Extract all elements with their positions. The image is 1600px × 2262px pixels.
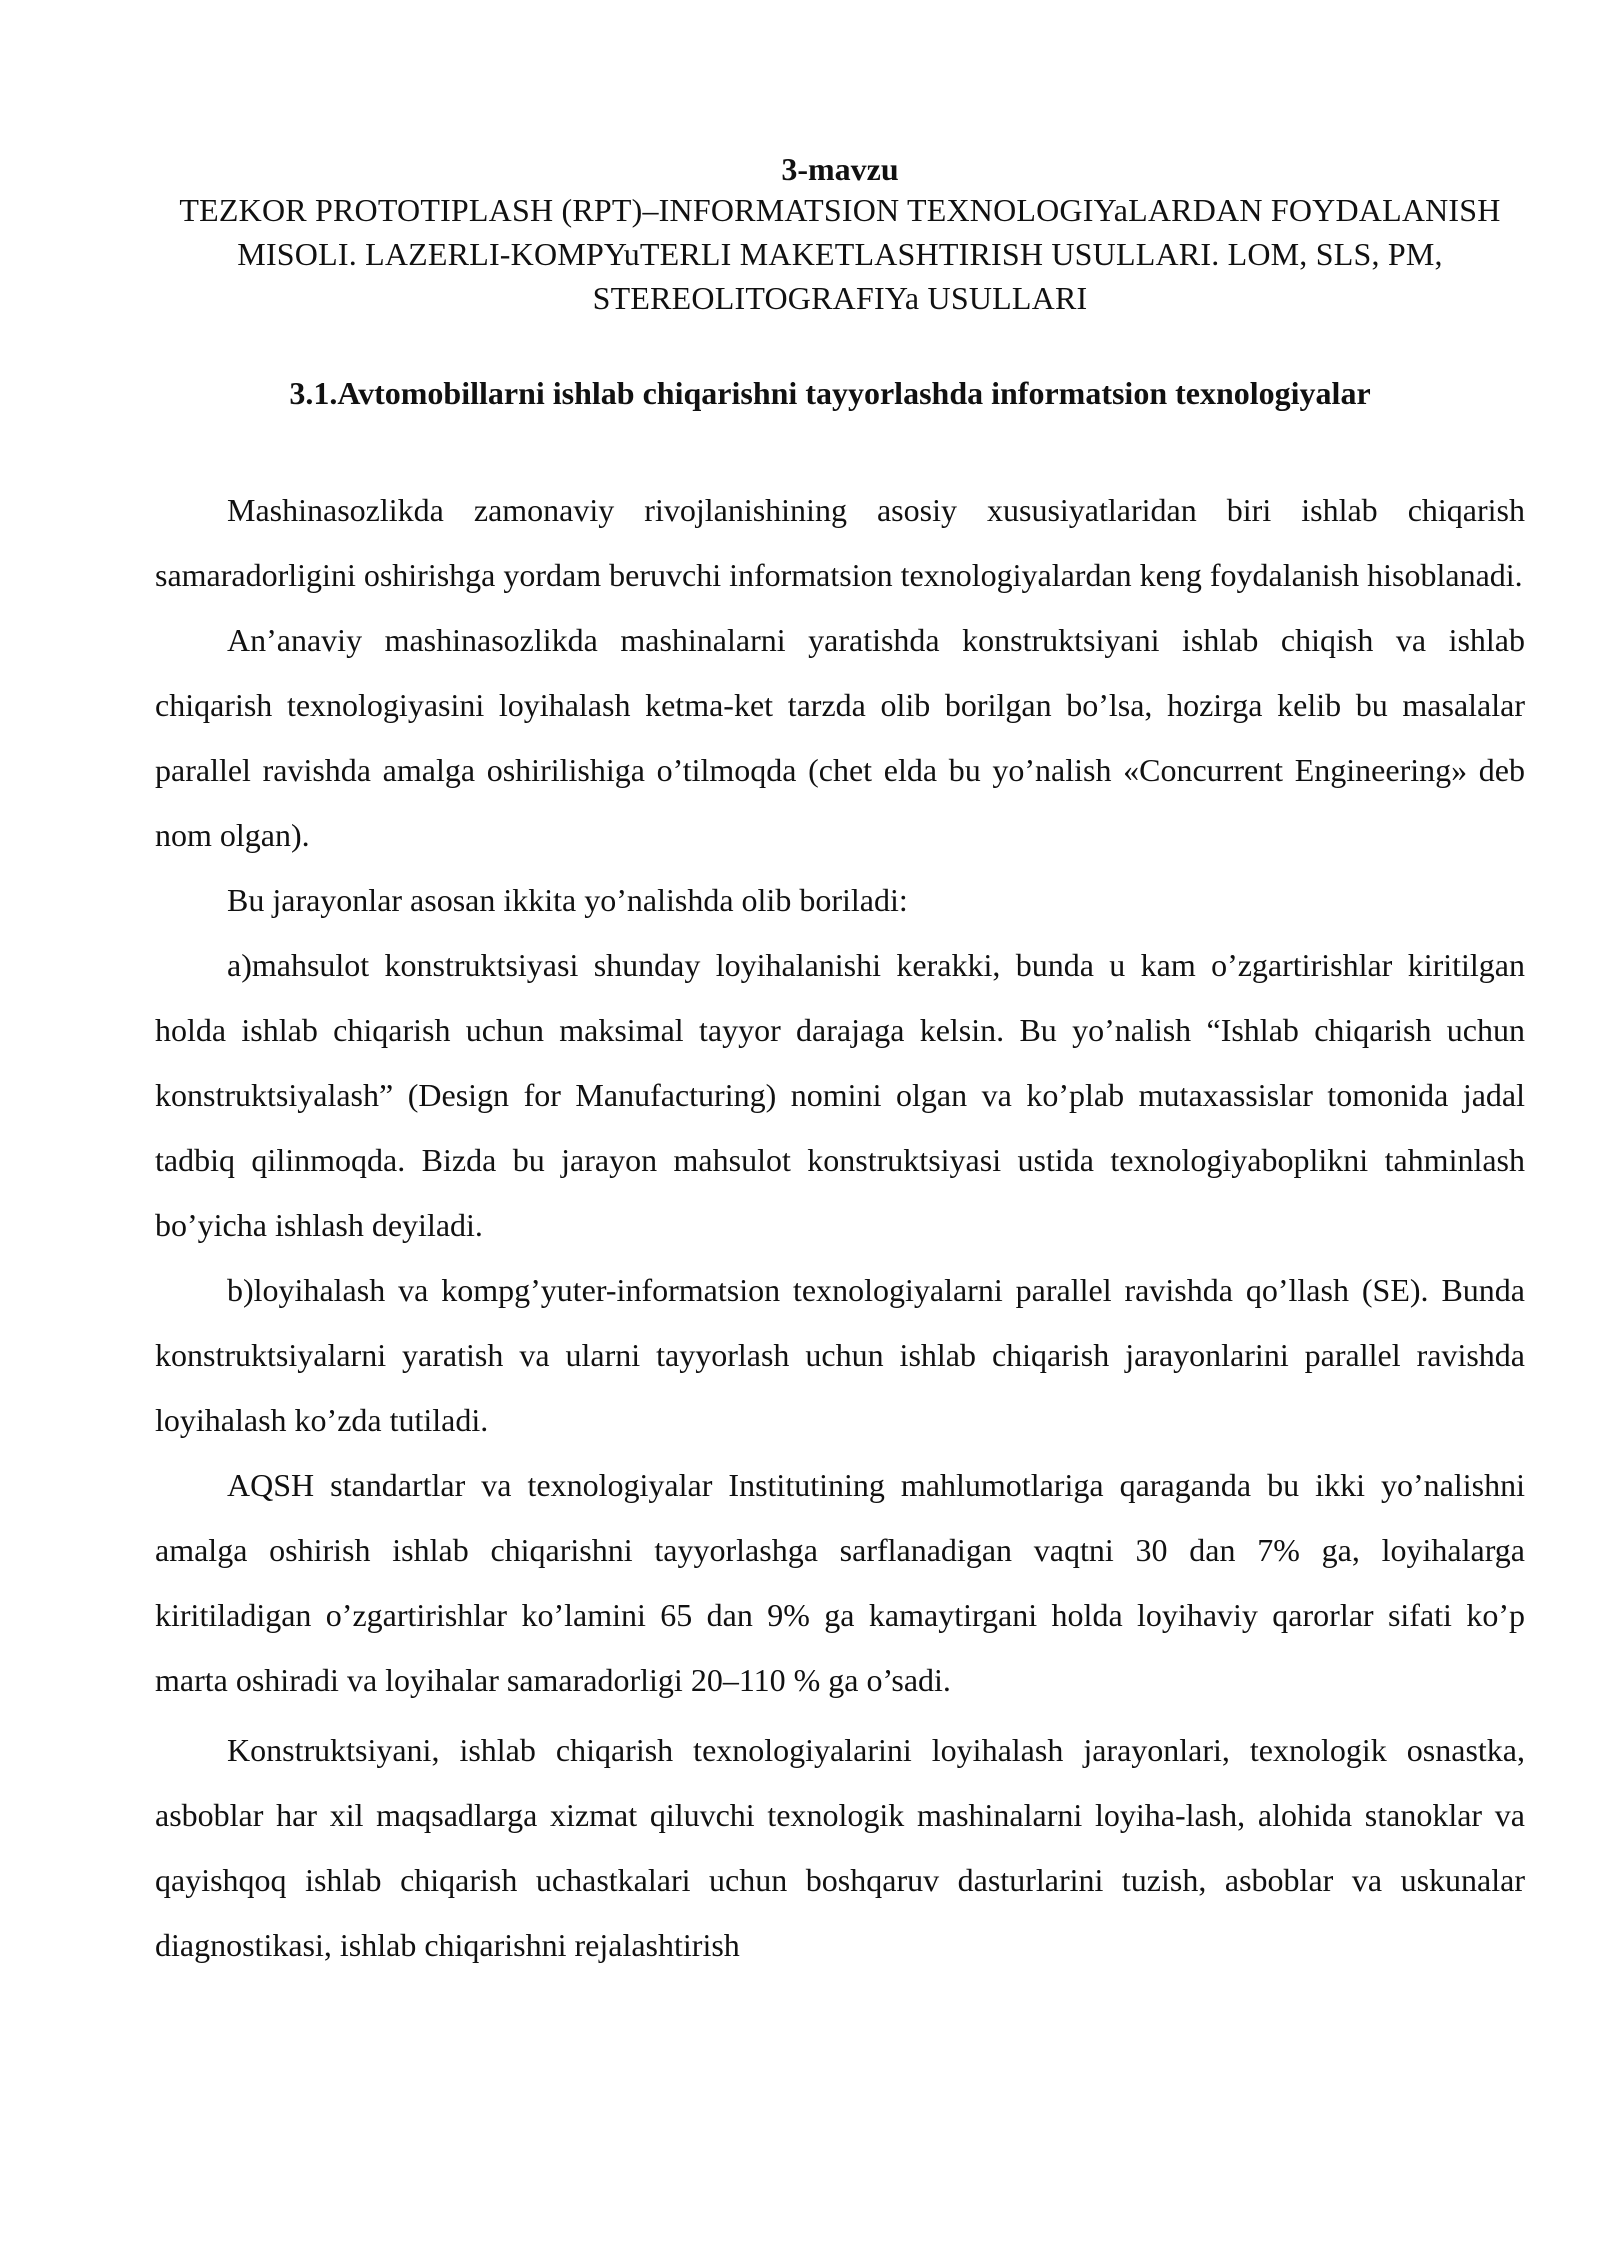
paragraph: Konstruktsiyani, ishlab chiqarish texnologiyalarini loyihalash jarayonlari, texnologik osnastka, asboblar har xil maqsadlarga xizmat qiluvchi texnologik mashinalarni loyiha-lash, alohida stanoklar va qayishqoq ishlab chiqarish uchastkalari uchun boshqaruv dasturlarini tuzish, asboblar va uskunalar diagnostikasi, ishlab chiqarishni rejalashtirish <box>155 1732 1525 1963</box>
paragraph: AQSH standartlar va texnologiyalar Institutining mahlumotlariga qaraganda bu ikki yo’nalishni amalga oshirish ishlab chiqarishni tayyorlashga sarflanadigan vaqtni 30 dan 7% ga, loyihalarga kiritiladigan o’zgartirishlar ko’lamini 65 dan 9% ga kamaytirgani holda loyihaviy qarorlar sifati ko’p marta oshiradi va loyihalar samaradorligi 20–110 % ga o’sadi. <box>155 1467 1525 1698</box>
paragraph: Bu jarayonlar asosan ikkita yo’nalishda olib boriladi: <box>227 882 908 918</box>
paragraph: Mashinasozlikda zamonaviy rivojlanishining asosiy xususiyatlaridan biri ishlab chiqarish samaradorligini oshirishga yordam beruvchi informatsion texnologiyalardan keng foydalanish hisoblanadi. <box>155 492 1525 593</box>
document-body <box>155 478 1525 1978</box>
paragraph: a)mahsulot konstruktsiyasi shunday loyihalanishi kerakki, bunda u kam o’zgartirishlar kiritilgan holda ishlab chiqarish uchun maksimal tayyor darajaga kelsin. Bu yo’nalish “Ishlab chiqarish uchun konstruktsiyalash” (Design for Manufacturing) nomini olgan va ko’plab mutaxassislar tomonida jadal tadbiq qilinmoqda. Bizda bu jarayon mahsulot konstruktsiyasi ustida texnologiyaboplikni tahminlash bo’yicha ishlash deyiladi. <box>155 947 1525 1243</box>
paragraph: An’anaviy mashinasozlikda mashinalarni yaratishda konstruktsiyani ishlab chiqish va ishlab chiqarish texnologiyasini loyihalash ketma-ket tarzda olib borilgan bo’lsa, hozirga kelib bu masalalar parallel ravishda amalga oshirilishiga o’tilmoqda (chet elda bu yo’nalish «Concurrent Engineering» deb nom olgan). <box>155 622 1525 853</box>
section-heading: 3.1.Avtomobillarni ishlab chiqarishni tayyorlashda informatsion texnologiyalar <box>289 375 1371 411</box>
paragraph: b)loyihalash va kompg’yuter-informatsion texnologiyalarni parallel ravishda qo’llash (SE). Bunda konstruktsiyalarni yaratish va ularni tayyorlash uchun ishlab chiqarish jarayonlarini parallel ravishda loyihalash ko’zda tutiladi. <box>155 1272 1525 1438</box>
topic-number: 3-mavzu <box>781 151 899 187</box>
document-header <box>150 150 1530 320</box>
topic-title: TEZKOR PROTOTIPLASH (RPT)–INFORMATSION TEXNOLOGIYaLARDAN FOYDALANISH MISOLI. LAZERLI-KOMPYuTERLI MAKETLASHTIRISH USULLARI. LOM, SLS, PM, STEREOLITOGRAFIYa USULLARI <box>179 192 1501 316</box>
